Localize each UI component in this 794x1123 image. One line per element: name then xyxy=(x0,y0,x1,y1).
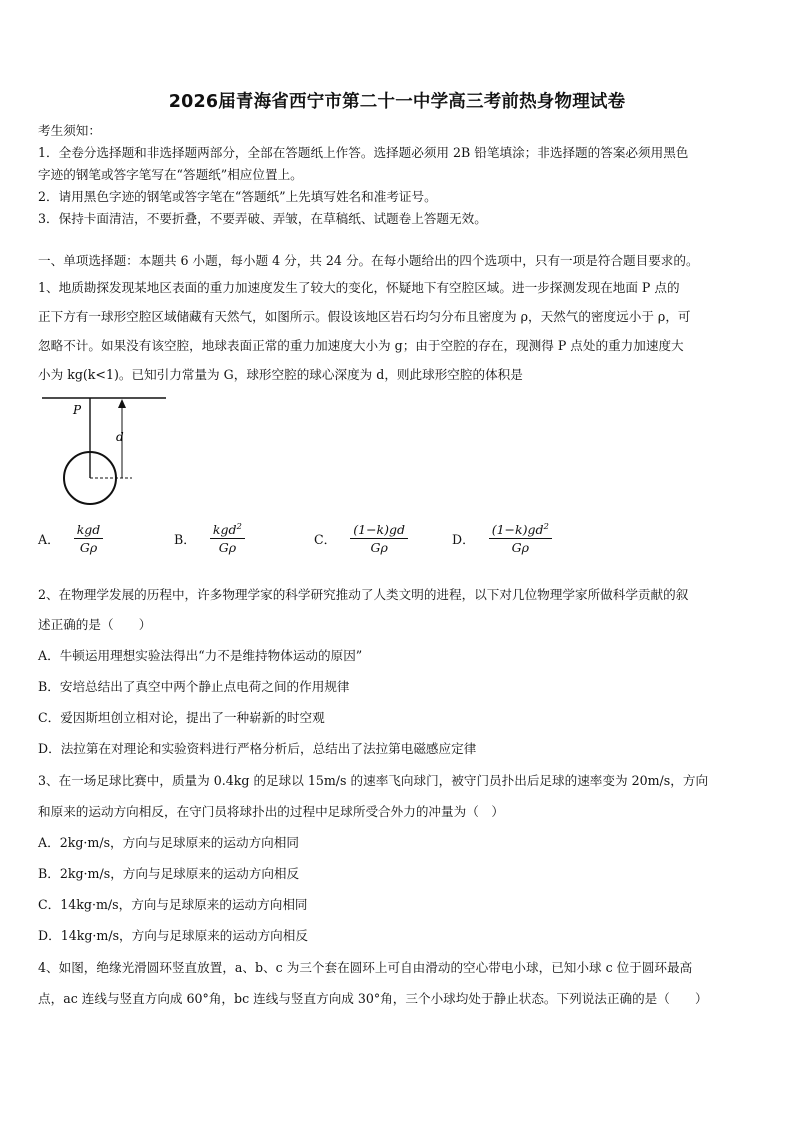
fraction: $\frac{\text{kgd}}{G\rho}$ xyxy=(74,522,104,555)
fraction: $\frac{(1-k)gd^2}{G\rho}$ xyxy=(489,522,552,555)
option-label: C． xyxy=(314,532,337,548)
q2-stem-line: 述正确的是（ ） xyxy=(38,617,152,632)
option-label: D． xyxy=(452,532,475,548)
notice-line: 字迹的钢笔或答字笔写在“答题纸”相应位置上。 xyxy=(38,167,303,182)
q1-cavity-figure xyxy=(40,392,170,510)
fraction: $\frac{(1-k)gd}{G\rho}$ xyxy=(350,522,408,555)
notice-heading: 考生须知： xyxy=(38,123,101,138)
q3-option-c[interactable]: C．14kg·m/s，方向与足球原来的运动方向相同 xyxy=(38,897,308,912)
q3-option-d[interactable]: D．14kg·m/s，方向与足球原来的运动方向相反 xyxy=(38,928,308,943)
q1-stem-line: 小为 kg(k<1)。已知引力常量为 G，球形空腔的球心深度为 d，则此球形空腔的体积是 xyxy=(38,367,523,382)
q4-stem-line: 点，ac 连线与竖直方向成 60°角，bc 连线与竖直方向成 30°角，三个小球均处于静止状态。下列说法正确的是（ ） xyxy=(38,991,708,1006)
q2-stem-line: 2、在物理学发展的历程中，许多物理学家的科学研究推动了人类文明的进程，以下对几位物理学家所做科学贡献的叙 xyxy=(38,587,689,602)
option-label: B． xyxy=(174,532,196,548)
label-P: P xyxy=(73,403,82,417)
page-title: 2026届青海省西宁市第二十一中学高三考前热身物理试卷 xyxy=(168,92,626,112)
q1-option-d[interactable] xyxy=(452,522,552,555)
fraction: $\frac{kgd^2}{G\rho}$ xyxy=(210,522,245,555)
q3-option-a[interactable]: A．2kg·m/s，方向与足球原来的运动方向相同 xyxy=(38,835,299,850)
q1-option-c[interactable] xyxy=(314,522,408,555)
notice-line: 3．保持卡面清洁，不要折叠，不要弄破、弄皱，在草稿纸、试题卷上答题无效。 xyxy=(38,211,487,226)
q1-option-b[interactable] xyxy=(174,522,245,555)
depth-arrow-head xyxy=(118,399,126,408)
q1-stem-line: 1、地质勘探发现某地区表面的重力加速度发生了较大的变化，怀疑地下有空腔区域。进一步探测发现在地面 P 点的 xyxy=(38,280,680,295)
q3-option-b[interactable]: B．2kg·m/s，方向与足球原来的运动方向相反 xyxy=(38,866,300,881)
q3-stem-line: 和原来的运动方向相反，在守门员将球扑出的过程中足球所受合外力的冲量为（ ） xyxy=(38,804,504,819)
q3-stem-line: 3、在一场足球比赛中，质量为 0.4kg 的足球以 15m/s 的速率飞向球门，被守门员扑出后足球的速率变为 20m/s，方向 xyxy=(38,773,709,788)
q4-stem-line: 4、如图，绝缘光滑圆环竖直放置，a、b、c 为三个套在圆环上可自由滑动的空心带电小球，已知小球 c 位于圆环最高 xyxy=(38,960,693,975)
notice-line: 2．请用黑色字迹的钢笔或答字笔在“答题纸”上先填写姓名和准考证号。 xyxy=(38,189,437,204)
label-d: d xyxy=(116,430,124,444)
q2-option-c[interactable]: C．爱因斯坦创立相对论，提出了一种崭新的时空观 xyxy=(38,710,325,725)
option-label: A． xyxy=(38,532,60,548)
q2-option-b[interactable]: B．安培总结出了真空中两个静止点电荷之间的作用规律 xyxy=(38,679,350,694)
notice-line: 1．全卷分选择题和非选择题两部分，全部在答题纸上作答。选择题必须用 2B 铅笔填涂；非选择题的答案必须用黑色 xyxy=(38,145,689,160)
q1-stem-line: 忽略不计。如果没有该空腔，地球表面正常的重力加速度大小为 g；由于空腔的存在，现测得 P 点处的重力加速度大 xyxy=(38,338,684,353)
q1-stem-line: 正下方有一球形空腔区域储藏有天然气，如图所示。假设该地区岩石均匀分布且密度为 ρ，天然气的密度远小于 ρ，可 xyxy=(38,309,691,324)
q2-option-d[interactable]: D．法拉第在对理论和实验资料进行严格分析后，总结出了法拉第电磁感应定律 xyxy=(38,741,477,756)
q2-option-a[interactable]: A．牛顿运用理想实验法得出“力不是维持物体运动的原因” xyxy=(38,648,363,663)
q1-option-a[interactable] xyxy=(38,522,103,555)
section-heading: 一、单项选择题：本题共 6 小题，每小题 4 分，共 24 分。在每小题给出的四个选项中，只有一项是符合题目要求的。 xyxy=(38,253,699,268)
